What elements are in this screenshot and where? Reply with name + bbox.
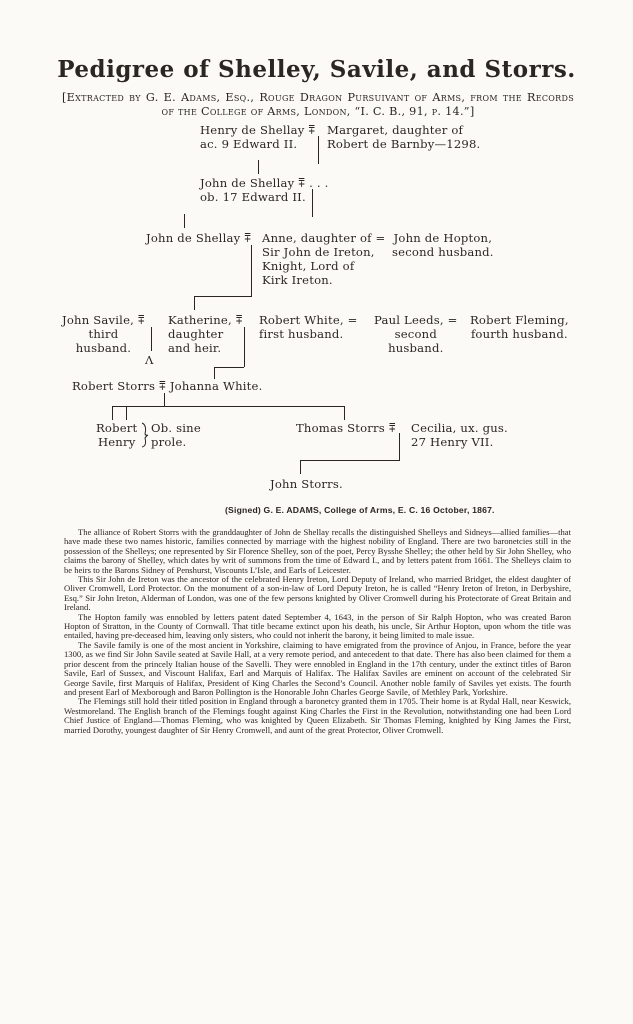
savile-line-3: husband. <box>75 341 132 355</box>
robert-fleming <box>470 313 569 341</box>
anne-line-2: Sir John de Ireton, <box>262 245 375 259</box>
anne-line-1: Anne, daughter of = <box>262 231 386 245</box>
savile-line-2: third <box>88 327 119 341</box>
descent-line <box>258 160 259 174</box>
ob-sine-line-1: Ob. sine <box>151 421 201 435</box>
katherine-line-1: Katherine, ⩱ <box>168 313 243 327</box>
marriage-line <box>312 189 313 217</box>
john1-line-2: ob. 17 Edward II. <box>200 190 306 204</box>
henry-de-shellay <box>200 123 315 151</box>
anne-line-4: Kirk Ireton. <box>262 273 333 287</box>
fleming-line-2: fourth husband. <box>470 327 568 341</box>
margaret-line-2: Robert de Barnby—1298. <box>327 137 481 151</box>
robert-henry-line-1: Robert <box>96 421 138 435</box>
john-storrs: John Storrs. <box>270 477 343 491</box>
descent-line <box>344 406 345 420</box>
ob-sine-line-2: prole. <box>151 435 187 449</box>
white-line-1: Robert White, = <box>259 313 358 327</box>
robert-henry <box>96 421 137 449</box>
margaret-line-1: Margaret, daughter of <box>327 123 463 137</box>
page-title: Pedigree of Shelley, Savile, and Storrs. <box>57 56 576 83</box>
descent-line <box>300 460 399 461</box>
paragraph-savile: The Savile family is one of the most ancient in Yorkshire, claiming to have emigrated from the province of Anjou, in France, before the year 1300, as we find Sir John Savile seated at Savile Hall, at a very remote period, and antecedent to that date. There has also been claimed for them a prior descent from the princely Italian house of the Savelli. They were ennobled in England in the 17th century, under the extinct titles of Baron Savile, Earl of Sussex, and Viscount Halifax, Earl and Marquis of Halifax. The Halifax Saviles are eminent on account of the celebrated Sir George Savile, first Marquis of Halifax, President of King Charles the Second’s Council. Another noble family of Saviles yet exists. The fourth and present Earl of Mexborough and Baron Pollington is the Honorable John Charles George Savile, of Methley Park, Yorkshire. <box>64 639 571 697</box>
white-line-2: first husband. <box>259 327 344 341</box>
henry-line-2: ac. 9 Edward II. <box>200 137 298 151</box>
cecilia-line-2: 27 Henry VII. <box>411 435 494 449</box>
anne-de-ireton <box>262 231 385 287</box>
cecilia-line-1: Cecilia, ux. gus. <box>411 421 508 435</box>
leeds-line-2: second <box>394 327 437 341</box>
savile-line-1: John Savile, ⩱ <box>62 313 145 327</box>
robert-storrs: Robert Storrs ⩱ Johanna White. <box>72 379 263 393</box>
signature-line: (Signed) G. E. ADAMS, College of Arms, E. C. 16 October, 1867. <box>225 505 495 515</box>
marriage-line <box>318 136 319 164</box>
marriage-line <box>399 433 400 461</box>
cecilia <box>411 421 508 449</box>
robert-henry-line-2: Henry <box>97 435 136 449</box>
descent-line <box>184 214 185 228</box>
extract-note: [Extracted by G. E. Adams, Esq., Rouge Dragon Pursuivant of Arms, from the Records of the College of Arms, London, “I. C. B., 91, p. 14.”] <box>62 91 574 118</box>
katherine-line-2: daughter <box>168 327 224 341</box>
leeds-line-1: Paul Leeds, = <box>374 313 458 327</box>
descent-line <box>214 367 215 379</box>
john-de-shellay-2: John de Shellay ⩱ <box>146 231 252 245</box>
john-savile <box>62 313 145 355</box>
robert-white <box>259 313 358 341</box>
children-line <box>112 406 344 407</box>
descent-line <box>194 296 251 297</box>
brace-mark <box>140 421 150 449</box>
descent-line <box>300 460 301 474</box>
paragraph-hopton: The Hopton family was ennobled by letters patent dated September 4, 1643, in the person of Sir Ralph Hopton, who was created Baron Hopton of Stratton, in the County of Cornwall. That title became extinct upon his death, his uncle, Sir Arthur Hopton, upon whom the title was entailed, having pre-deceased him, leaving only sisters, who could not inherit the barony, it being limited to male issue. <box>64 611 571 641</box>
john1-line-1: John de Shellay ⩱ . . . <box>200 176 329 190</box>
ob-sine-prole <box>151 421 201 449</box>
hopton-line-1: John de Hopton, <box>393 231 493 245</box>
descent-line <box>126 406 127 420</box>
leeds-line-3: husband. <box>388 341 444 355</box>
paragraph-shelley: The alliance of Robert Storrs with the granddaughter of John de Shellay recalls the distinguished Shelleys and Sidneys—allied families—that have made these two names historic, families connected by marriage with the highest nobility of England. There are two baronetcies still in the possession of the Shelleys; one represented by Sir Florence Shelley, son of the poet, Percy Bysshe Shelley; the other held by Sir John Shelley, who claims the barony of Shelley, which dates by writ of summons from the time of Edward I., and by letters patent from 1661. The Shelleys claim to be heirs to the Barons Sidney of Penshurst, Viscounts L’Isle, and Earls of Leicester. <box>64 527 571 575</box>
john-de-hopton <box>392 231 494 259</box>
anne-line-3: Knight, Lord of <box>262 259 355 273</box>
caret-mark: Λ <box>145 353 154 367</box>
margaret-de-barnby <box>327 123 480 151</box>
marriage-line <box>251 245 252 297</box>
descent-line <box>194 296 195 310</box>
katherine <box>168 313 243 355</box>
katherine-line-3: and heir. <box>168 341 222 355</box>
paragraph-fleming: The Flemings still hold their titled position in England through a baronetcy granted them in 1705. Their home is at Rydal Hall, near Keswick, Westmoreland. The English branch of the Flemings fought against King Charles the First in the Revolution, notwithstanding one had been Lord Chief Justice of England—Thomas Fleming, who was knighted by Queen Elizabeth. Sir Thomas Fleming, knighted by King James the First, married Dorothy, youngest daughter of Sir Henry Cromwell, and aunt of the great Protector, Oliver Cromwell. <box>64 696 571 735</box>
paul-leeds <box>374 313 458 355</box>
henry-line-1: Henry de Shellay ⩱ <box>200 123 316 137</box>
body-text <box>64 528 571 735</box>
hopton-line-2: second husband. <box>392 245 494 259</box>
marriage-line <box>151 327 152 351</box>
john-de-shellay-1 <box>200 176 329 204</box>
marriage-line <box>244 327 245 367</box>
descent-line <box>214 367 244 368</box>
marriage-line <box>164 393 165 407</box>
descent-line <box>112 406 113 420</box>
thomas-storrs: Thomas Storrs ⩱ <box>296 421 396 435</box>
paragraph-ireton: This Sir John de Ireton was the ancestor of the celebrated Henry Ireton, Lord Deputy of Ireland, who married Bridget, the eldest daughter of Oliver Cromwell, Lord Protector. On the monument of a son-in-law of Lord Deputy Ireton, he is called “Henry Ireton of Ireton, in Derbyshire, Esq.” Sir John Ireton, Alderman of London, was one of the few persons knighted by Oliver Cromwell during his Protectorate of Great Britain and Ireland. <box>64 574 571 613</box>
fleming-line-1: Robert Fleming, <box>470 313 569 327</box>
